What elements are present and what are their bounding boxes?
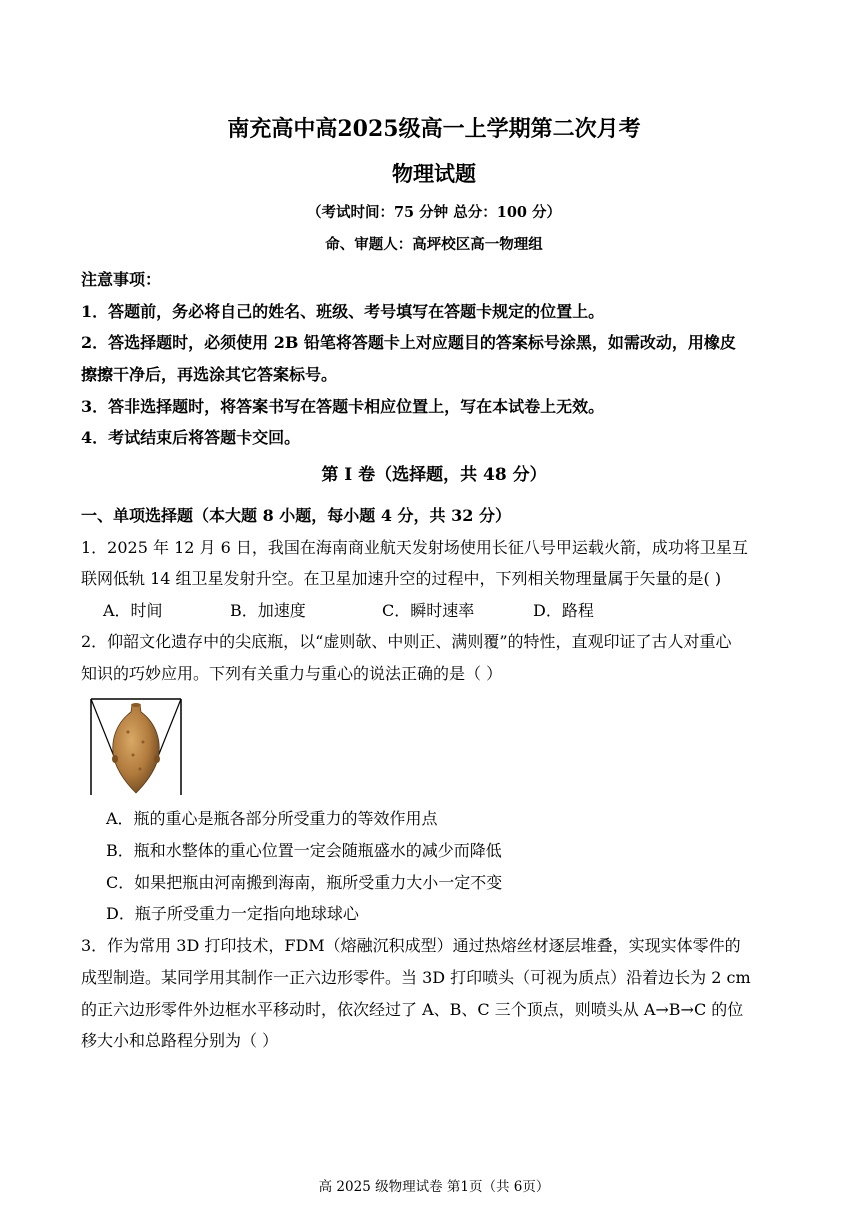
notes-heading: 注意事项：	[81, 270, 162, 289]
question-3-line: 成型制造。某同学用其制作一正六边形零件。当 3D 打印喷头（可视为质点）沿着边长为 2 cm	[81, 968, 751, 987]
section1-title: 一、单项选择题（本大题 8 小题，每小题 4 分，共 32 分）	[81, 506, 511, 525]
part1-title: 第 I 卷（选择题，共 48 分）	[321, 465, 547, 485]
question-1-line: 联网低轨 14 组卫星发射升空。在卫星加速升空的过程中，下列相关物理量属于矢量的是( )	[81, 569, 722, 588]
note-item: 4．考试结束后将答题卡交回。	[81, 428, 301, 447]
page-footer: 高 2025 级物理试卷 第1页（共 6页）	[318, 1179, 550, 1195]
question-3-line: 移大小和总路程分别为（ ）	[81, 1031, 279, 1050]
option-a: A．瓶的重心是瓶各部分所受重力的等效作用点	[106, 809, 438, 828]
option-b: B．瓶和水整体的重心位置一定会随瓶盛水的减少而降低	[106, 841, 502, 860]
exam-info: （考试时间：75 分钟 总分：100 分）	[306, 204, 562, 221]
authors-line: 命、审题人：高坪校区高一物理组	[325, 236, 543, 253]
subject-title: 物理试题	[392, 161, 476, 186]
pointed-bottom-vase-figure	[88, 697, 184, 797]
option-c: C．瞬时速率	[382, 601, 475, 620]
question-2-line: 2．仰韶文化遗存中的尖底瓶，以“虚则欹、中则正、满则覆”的特性，直观印证了古人对重心	[81, 632, 732, 651]
option-c: C．如果把瓶由河南搬到海南，瓶所受重力大小一定不变	[106, 873, 503, 892]
note-item: 3．答非选择题时，将答案书写在答题卡相应位置上，写在本试卷上无效。	[81, 397, 605, 416]
option-d: D．瓶子所受重力一定指向地球球心	[106, 904, 359, 923]
question-3-line: 3．作为常用 3D 打印技术，FDM（熔融沉积成型）通过热熔丝材逐层堆叠，实现实体零件的	[81, 936, 741, 955]
option-d: D．路程	[533, 601, 594, 620]
note-item: 2．答选择题时，必须使用 2B 铅笔将答题卡上对应题目的答案标号涂黑，如需改动，用橡皮	[81, 333, 736, 352]
question-1-line: 1．2025 年 12 月 6 日，我国在海南商业航天发射场使用长征八号甲运载火箭，成功将卫星互	[81, 538, 748, 557]
option-b: B．加速度	[230, 601, 306, 620]
question-3-line: 的正六边形零件外边框水平移动时，依次经过了 A、B、C 三个顶点，则喷头从 A→B→C 的位	[81, 1000, 744, 1019]
exam-title: 南充高中高2025级高一上学期第二次月考	[227, 116, 641, 142]
note-item: 1．答题前，务必将自己的姓名、班级、考号填写在答题卡规定的位置上。	[81, 302, 605, 321]
question-2-line: 知识的巧妙应用。下列有关重力与重心的说法正确的是（ ）	[81, 664, 503, 683]
note-item: 擦擦干净后，再选涂其它答案标号。	[81, 365, 338, 384]
option-a: A．时间	[103, 601, 163, 620]
